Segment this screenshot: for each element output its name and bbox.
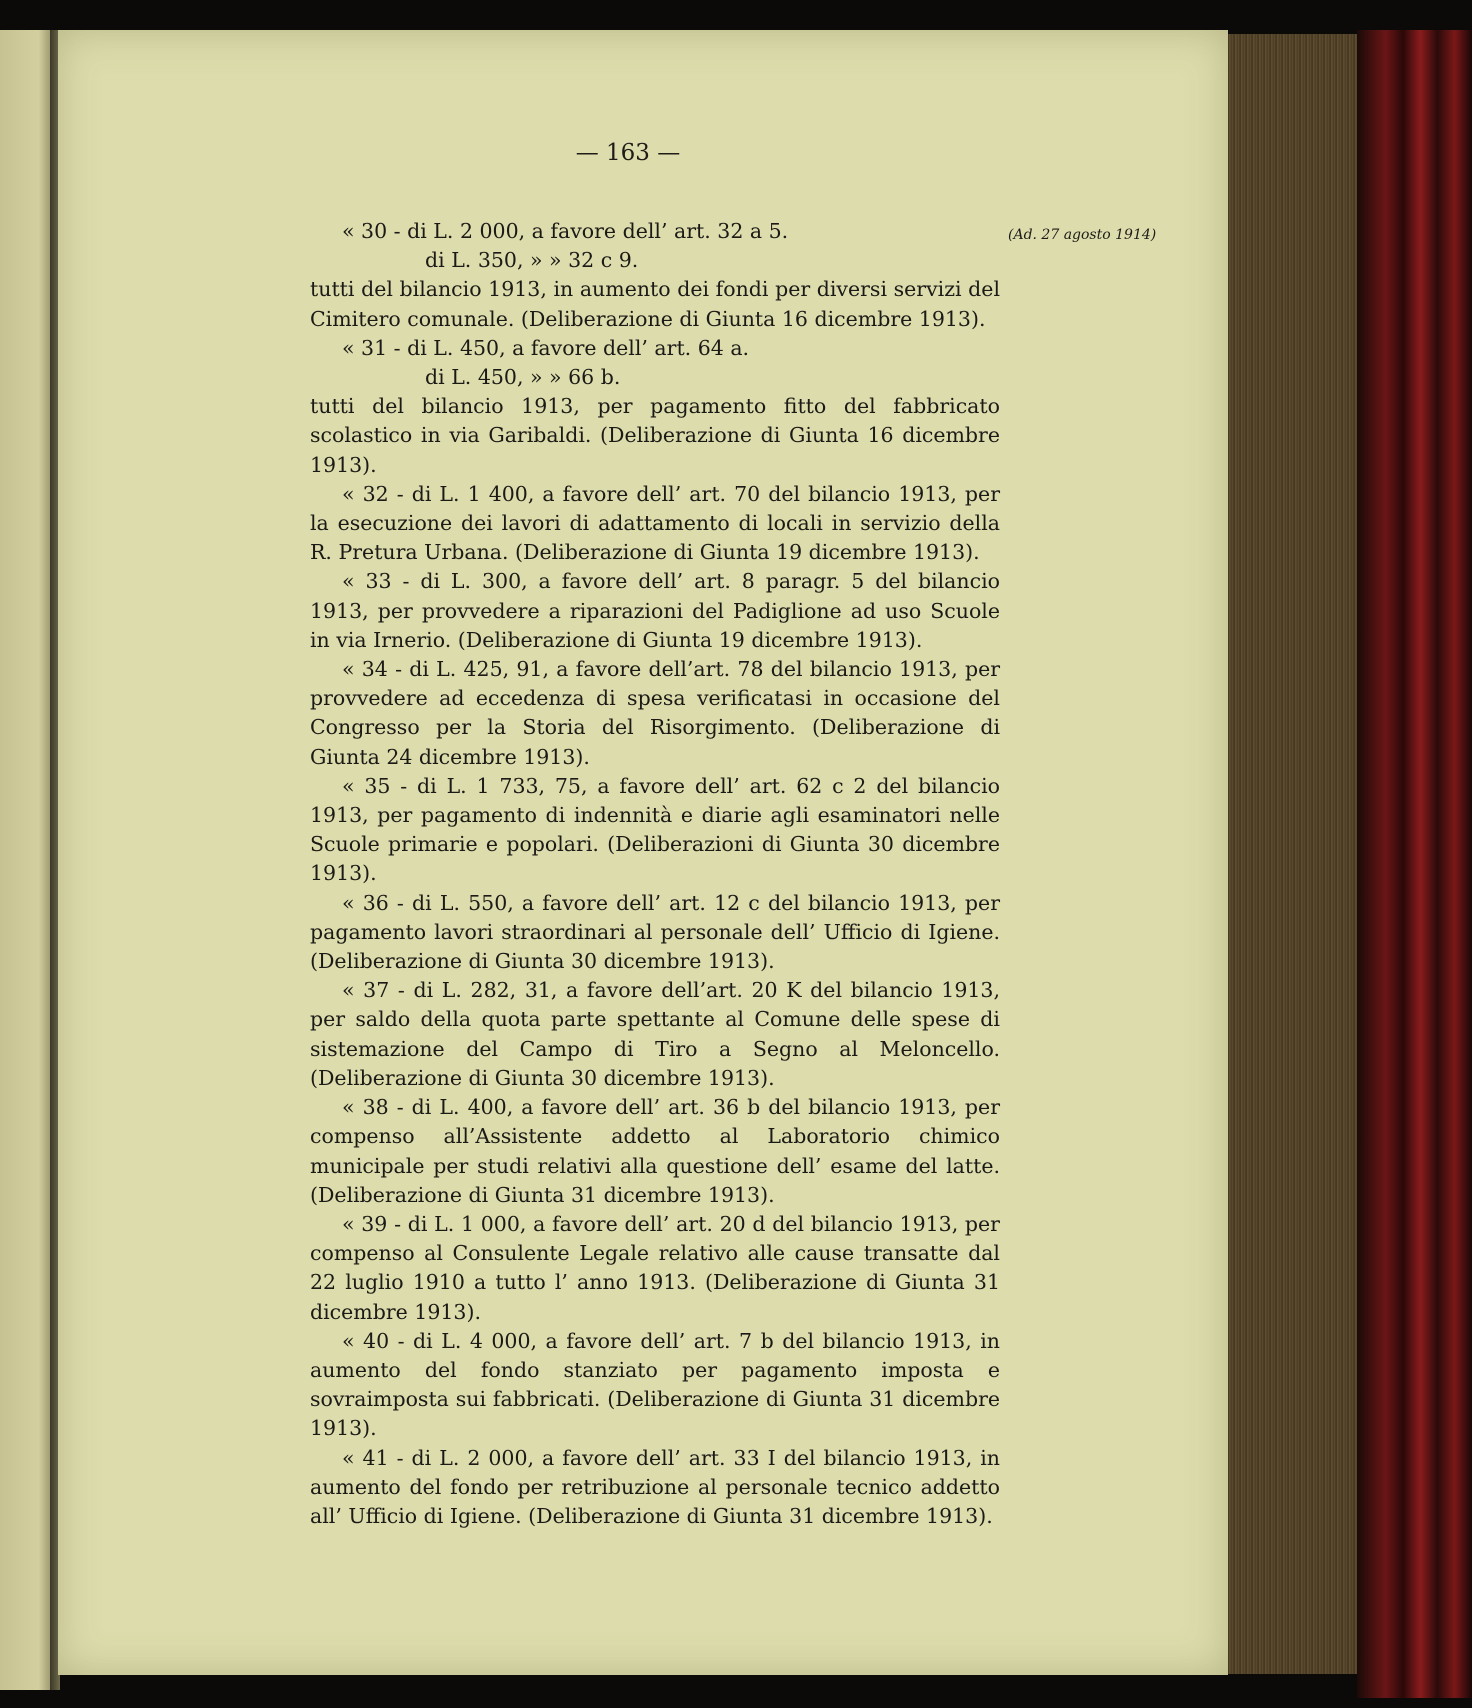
entry-36: « 36 - di L. 550, a favore dell’ art. 12 c del bilancio 1913, per pagamento lavori straordinari al personale dell’ Ufficio di Igiene. (Deliberazione di Giunta 30 dicembre 1913). [310, 890, 1000, 974]
entry-37: « 37 - di L. 282, 31, a favore dell’art. 20 K del bilancio 1913, per saldo della quota parte spettante al Comune delle spese di sistemazione del Campo di Tiro a Segno al Meloncello. (Deliberazione di Giunta 30 dicembre 1913). [310, 978, 1000, 1090]
entry-39: « 39 - di L. 1 000, a favore dell’ art. 20 d del bilancio 1913, per compenso al Consulente Legale relativo alle cause transatte dal 22 luglio 1910 a tutto l’ anno 1913. (Deliberazione di Giunta 31 dicembre 1913). [310, 1211, 1000, 1324]
entry-31 [310, 334, 1000, 480]
entry-34: « 34 - di L. 425, 91, a favore dell’art. 78 del bilancio 1913, per provvedere ad eccedenza di spesa verificatasi in occasione del Congresso per la Storia del Risorgimento. (Deliberazione di Giunta 24 dicembre 1913). [310, 657, 1000, 769]
entry-40: « 40 - di L. 4 000, a favore dell’ art. 7 b del bilancio 1913, in aumento del fondo stanziato per pagamento imposta e sovraimposta sui fabbricati. (Deliberazione di Giunta 31 dicembre 1913). [310, 1328, 1000, 1441]
entry-tail: tutti del bilancio 1913, in aumento dei fondi per diversi servizi del Cimitero comunale. (Deliberazione di Giunta 16 dicembre 1913). [310, 277, 1000, 331]
entry-line: « 31 - di L. 450, a favore dell’ art. 64 a. [342, 335, 750, 360]
entry-41: « 41 - di L. 2 000, a favore dell’ art. 33 I del bilancio 1913, in aumento del fondo per retribuzione al personale tecnico addetto all’ Ufficio di Igiene. (Deliberazione di Giunta 31 dicembre 1913). [310, 1445, 1000, 1528]
entry-32: « 32 - di L. 1 400, a favore dell’ art. 70 del bilancio 1913, per la esecuzione dei lavori di adattamento di locali in servizio della R. Pretura Urbana. (Deliberazione di Giunta 19 dicembre 1913). [310, 481, 1000, 565]
entry-38: « 38 - di L. 400, a favore dell’ art. 36 b del bilancio 1913, per compenso all’Assistente addetto al Laboratorio chimico municipale per studi relativi alla questione dell’ esame del latte. (Deliberazione di Giunta 31 dicembre 1913). [310, 1095, 1000, 1207]
entry-33: « 33 - di L. 300, a favore dell’ art. 8 paragr. 5 del bilancio 1913, per provvedere a riparazioni del Padiglione ad uso Scuole in via Irnerio. (Deliberazione di Giunta 19 dicembre 1913). [310, 569, 1000, 652]
book-page [58, 30, 1228, 1675]
entry-tail: tutti del bilancio 1913, per pagamento fitto del fabbricato scolastico in via Garibaldi. (Deliberazione di Giunta 16 dicembre 1913). [310, 394, 1000, 477]
entry-30 [310, 217, 1000, 334]
entry-line: « 30 - di L. 2 000, a favore dell’ art. 32 a 5. [342, 219, 789, 243]
entry-sub-line: di L. 450, » » 66 b. [425, 365, 621, 390]
book-cover-edge [1357, 30, 1472, 1698]
entry-sub-line: di L. 350, » » 32 c 9. [425, 248, 639, 273]
page-block-edge [1225, 34, 1365, 1674]
page-body-text [310, 217, 1000, 1531]
left-page-edge [0, 30, 55, 1690]
margin-note: (Ad. 27 agosto 1914) [1008, 227, 1157, 243]
entry-35: « 35 - di L. 1 733, 75, a favore dell’ art. 62 c 2 del bilancio 1913, per pagamento di indennità e diarie agli esaminatori nelle Scuole primarie e popolari. (Deliberazioni di Giunta 30 dicembre 1913). [310, 773, 1000, 886]
page-number: — 163 — [575, 140, 681, 166]
